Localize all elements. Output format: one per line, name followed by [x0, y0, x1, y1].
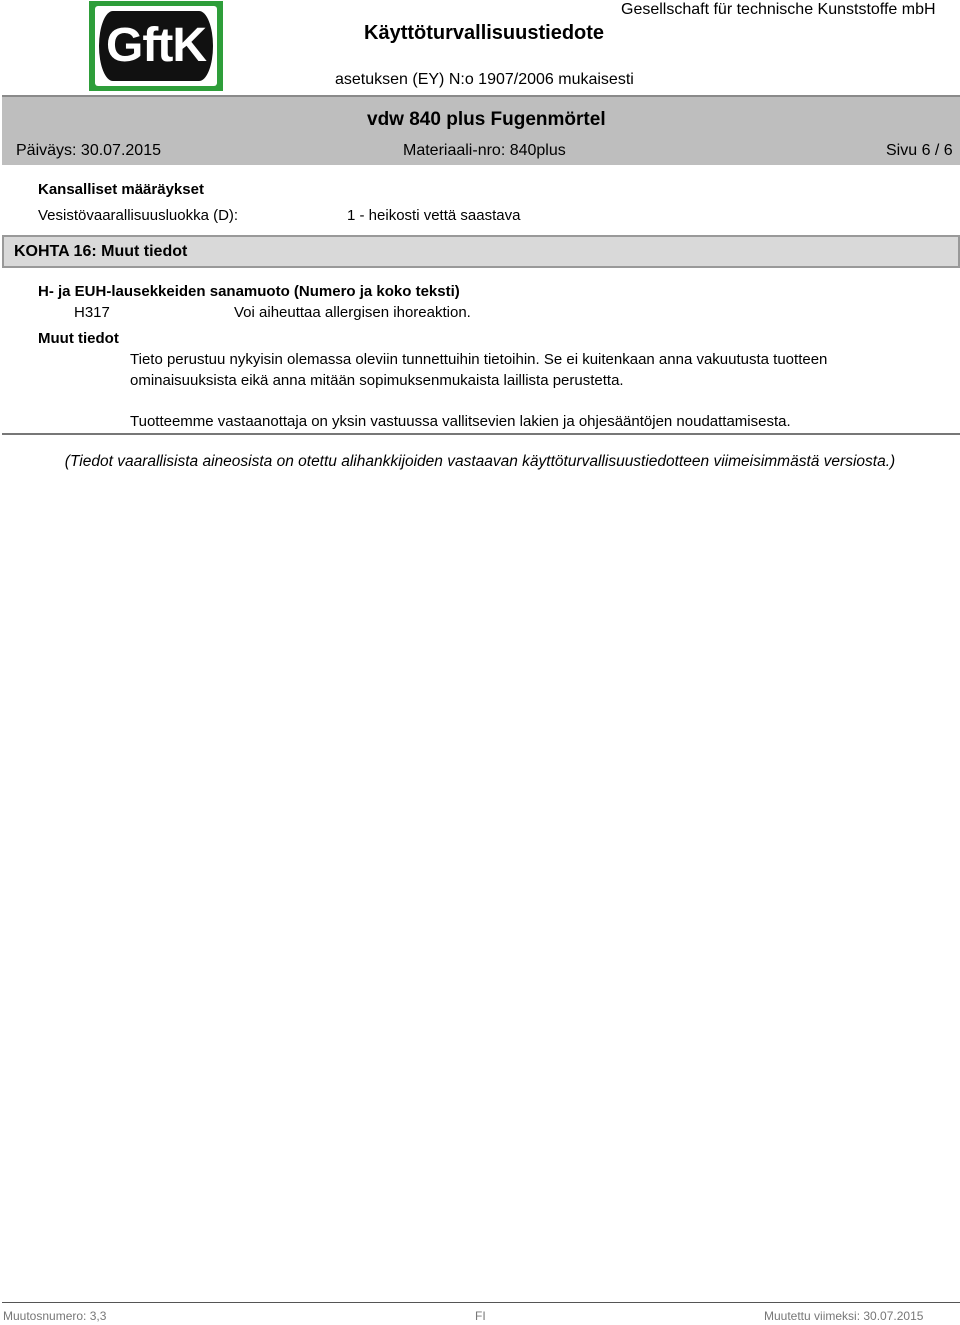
last-modified: Muutettu viimeksi: 30.07.2015 — [764, 1309, 924, 1323]
material-number: Materiaali-nro: 840plus — [403, 142, 566, 159]
section-16-title: KOHTA 16: Muut tiedot — [14, 243, 188, 260]
other-info-heading: Muut tiedot — [38, 330, 119, 347]
other-info-paragraph-2: Tuotteemme vastaanottaja on yksin vastuussa vallitsevien lakien ja ohjesääntöjen noudattamisesta. — [130, 413, 791, 430]
page-number: Sivu 6 / 6 — [886, 142, 953, 159]
water-hazard-class-label: Vesistövaarallisuusluokka (D): — [38, 207, 239, 224]
language-code: FI — [475, 1309, 486, 1323]
revision-number: Muutosnumero: 3,3 — [3, 1309, 107, 1323]
water-hazard-class-value: 1 - heikosti vettä saastava — [347, 207, 521, 224]
logo-text: GftK — [106, 19, 206, 72]
section-divider — [2, 433, 960, 435]
product-name: vdw 840 plus Fugenmörtel — [367, 109, 606, 130]
h-phrases-heading: H- ja EUH-lausekkeiden sanamuoto (Numero ja koko teksti) — [38, 283, 460, 300]
regulation-text: asetuksen (EY) N:o 1907/2006 mukaisesti — [335, 71, 634, 88]
national-regulations-heading: Kansalliset määräykset — [38, 181, 204, 198]
source-note: (Tiedot vaarallisista aineosista on otettu alihankkijoiden vastaavan käyttöturvallisuustiedotteen viimeisimmästä versiosta.) — [64, 453, 896, 470]
other-info-paragraph-1: Tieto perustuu nykyisin olemassa oleviin tunnettuihin tietoihin. Se ei kuitenkaan anna vakuutusta tuotteen ominaisuuksista eikä anna mitään sopimuksenmukaista laillista perustetta. — [130, 351, 828, 389]
document-date: Päiväys: 30.07.2015 — [16, 142, 161, 159]
h-phrase-code: H317 — [74, 304, 110, 321]
document-title: Käyttöturvallisuustiedote — [364, 22, 605, 44]
company-name: Gesellschaft für technische Kunststoffe mbH — [621, 1, 936, 18]
company-logo — [89, 1, 223, 91]
footer-divider — [2, 1302, 960, 1303]
h-phrase-text: Voi aiheuttaa allergisen ihoreaktion. — [234, 304, 471, 321]
